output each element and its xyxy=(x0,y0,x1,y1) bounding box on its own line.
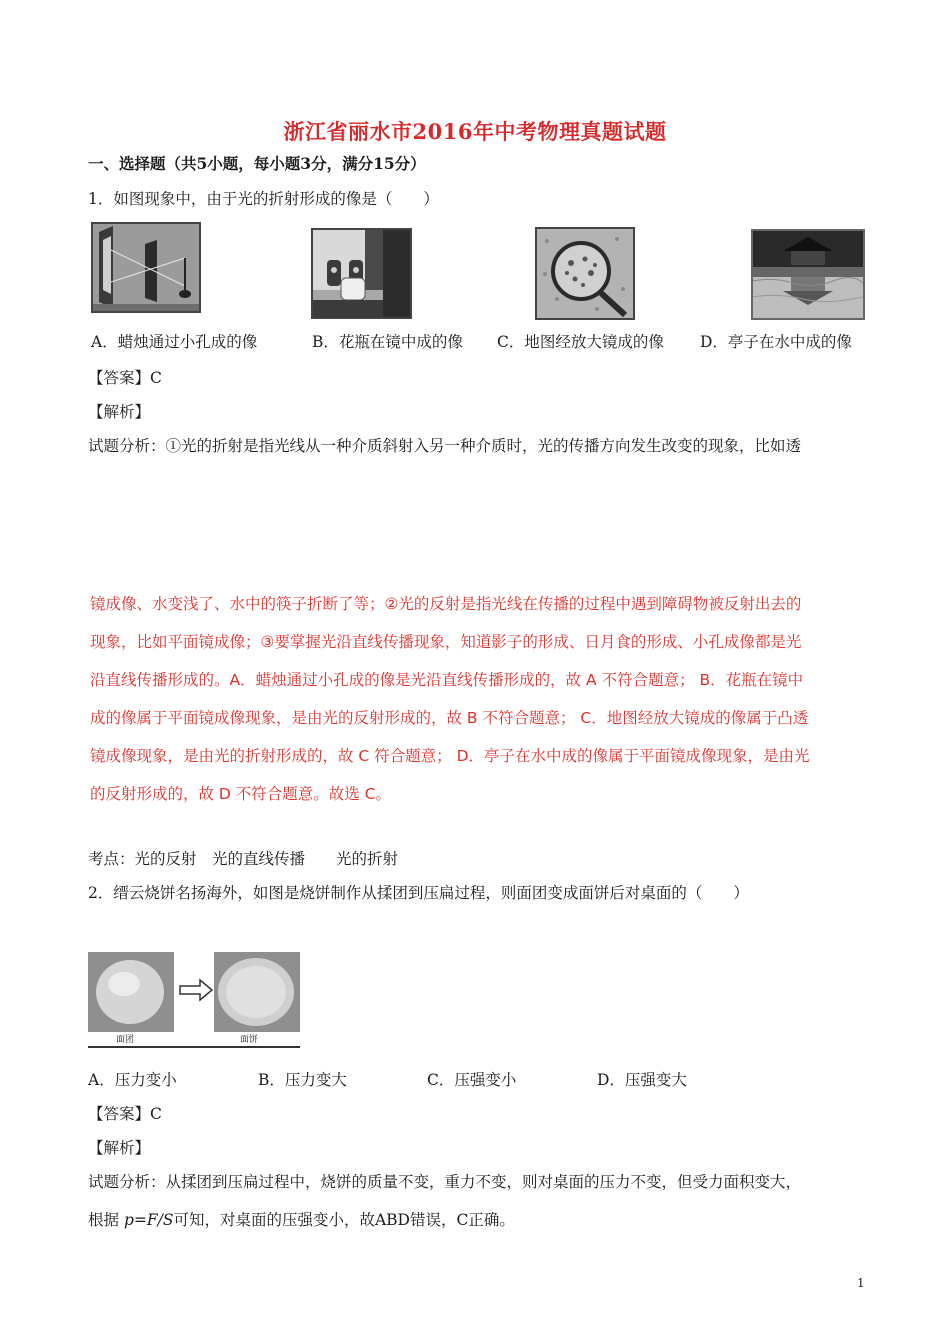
q2-option-b: B．压力变大 xyxy=(258,1071,347,1089)
q1-kaodian: 考点：光的反射 光的直线传播 光的折射 xyxy=(88,850,399,868)
q1-figure-c-magnifier-image xyxy=(535,227,635,320)
q2-figure-dough-to-cake xyxy=(88,952,300,1048)
q1-stem: 1．如图现象中，由于光的折射形成的像是（ ） xyxy=(88,190,439,208)
q1-analysis-line: 镜成像、水变浅了、水中的筷子折断了等；②光的反射是指光线在传播的过程中遇到障碍物被反射出去的 xyxy=(90,595,802,613)
q2-figure-label-cake: 面饼 xyxy=(240,1035,259,1045)
q1-analysis-line: 镜成像现象，是由光的折射形成的，故 C 符合题意； D．亭子在水中成的像属于平面镜成像现象，是由光 xyxy=(90,747,810,765)
q1-analysis-line: 的反射形成的，故 D 不符合题意。故选 C。 xyxy=(90,785,392,803)
q1-figure-b-mirror-image xyxy=(311,228,412,319)
q1-option-c: C．地图经放大镜成的像 xyxy=(497,333,664,351)
q2-option-c: C．压强变小 xyxy=(427,1071,517,1089)
q1-analysis-line: 沿直线传播形成的。A．蜡烛通过小孔成的像是光沿直线传播形成的，故 A 不符合题意； B．花瓶在镜中 xyxy=(90,671,804,689)
q1-analysis-line: 成的像属于平面镜成像现象，是由光的反射形成的，故 B 不符合题意； C．地图经放大镜成的像属于凸透 xyxy=(90,709,809,727)
q2-analysis-line1: 试题分析：从揉团到压扁过程中，烧饼的质量不变，重力不变，则对桌面的压力不变，但受力面积变大， xyxy=(88,1173,802,1191)
q1-option-b: B．花瓶在镜中成的像 xyxy=(312,333,463,351)
page-number: 1 xyxy=(857,1276,865,1290)
q2-option-a: A．压力变小 xyxy=(88,1071,177,1089)
q1-answer: 【答案】C xyxy=(88,369,162,387)
q1-analysis-intro: 试题分析：①光的折射是指光线从一种介质斜射入另一种介质时，光的传播方向发生改变的现象，比如透 xyxy=(88,437,802,455)
section-heading: 一、选择题（共5小题，每小题3分，满分15分） xyxy=(88,154,426,173)
q2-answer: 【答案】C xyxy=(88,1105,162,1123)
q1-analysis-label: 【解析】 xyxy=(88,403,151,421)
q1-analysis-line: 现象，比如平面镜成像；③要掌握光沿直线传播现象，知道影子的形成、日月食的形成、小孔成像都是光 xyxy=(90,633,802,651)
q2-analysis-line2 xyxy=(88,1208,515,1230)
q1-option-a: A．蜡烛通过小孔成的像 xyxy=(91,333,258,351)
q2-formula: p=F/S xyxy=(123,1211,174,1229)
q2-analysis-line2-pre: 根据 xyxy=(88,1211,124,1229)
q1-figure-a-pinhole-image xyxy=(91,222,201,313)
q2-figure-label-dough: 面团 xyxy=(116,1035,135,1045)
document-title: 浙江省丽水市2016年中考物理真题试题 xyxy=(283,119,667,144)
q2-analysis-label: 【解析】 xyxy=(88,1139,151,1157)
q2-analysis-line2-post: 可知，对桌面的压强变小，故ABD错误，C正确。 xyxy=(173,1211,515,1229)
q2-option-d: D．压强变大 xyxy=(597,1071,687,1089)
q2-stem: 2．缙云烧饼名扬海外，如图是烧饼制作从揉团到压扁过程，则面团变成面饼后对桌面的（ ） xyxy=(88,884,749,902)
q1-figure-d-reflection-image xyxy=(751,229,865,320)
q1-option-d: D．亭子在水中成的像 xyxy=(700,333,852,351)
